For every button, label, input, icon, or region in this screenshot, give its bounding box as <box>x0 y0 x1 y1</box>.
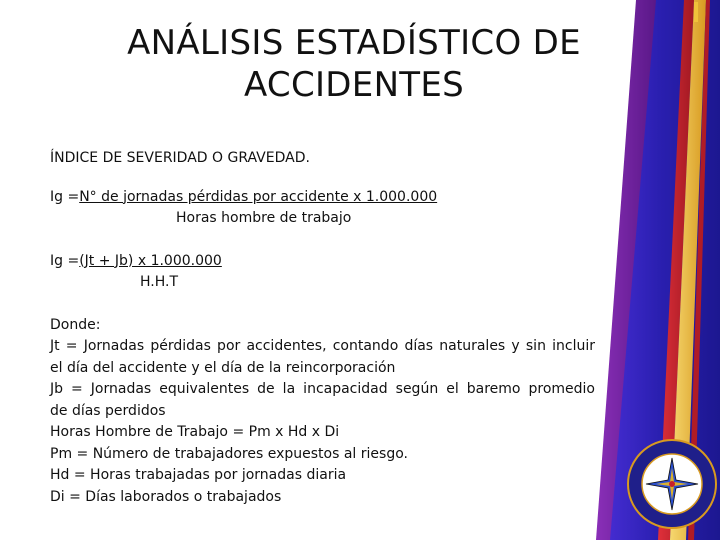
slide-title <box>60 22 648 106</box>
formula-1-numerator-line <box>50 187 595 209</box>
definition-line: Donde: <box>50 316 101 333</box>
definition-line: Hd = Horas trabajadas por jornadas diaria <box>50 467 347 483</box>
definitions-list <box>50 315 595 509</box>
title-line-1: ANÁLISIS ESTADÍSTICO DE <box>127 23 581 63</box>
university-seal-logo <box>624 436 720 532</box>
definition-line: de días perdidos <box>50 402 166 419</box>
slide-body <box>50 148 595 508</box>
formula-2-lhs: Ig = <box>50 252 80 269</box>
formula-1-numerator: N° de jornadas pérdidas por accidente x 1.000.000 <box>79 188 438 205</box>
formula-2-numerator: (Jt + Jb) x 1.000.000 <box>79 252 222 269</box>
formula-2-denominator: H.H.T <box>140 274 179 290</box>
definition-line: Jb = Jornadas equivalentes de la incapacidad según el baremo promedio <box>50 381 595 397</box>
definition-line: Jt = Jornadas pérdidas por accidentes, contando días naturales y sin incluir <box>50 338 595 354</box>
formula-2 <box>50 251 595 294</box>
formula-2-numerator-line <box>50 251 595 273</box>
title-line-2: ACCIDENTES <box>243 65 465 105</box>
definition-line: el día del accidente y el día de la reincorporación <box>50 359 396 376</box>
formula-1-lhs: Ig = <box>50 188 80 205</box>
formula-1 <box>50 187 595 230</box>
formula-1-denominator: Horas hombre de trabajo <box>176 210 352 226</box>
definition-line: Pm = Número de trabajadores expuestos al riesgo. <box>50 445 408 462</box>
definition-line: Di = Días laborados o trabajados <box>50 488 282 505</box>
section-heading: ÍNDICE DE SEVERIDAD O GRAVEDAD. <box>50 150 310 166</box>
definition-line: Horas Hombre de Trabajo = Pm x Hd x Di <box>50 424 340 440</box>
